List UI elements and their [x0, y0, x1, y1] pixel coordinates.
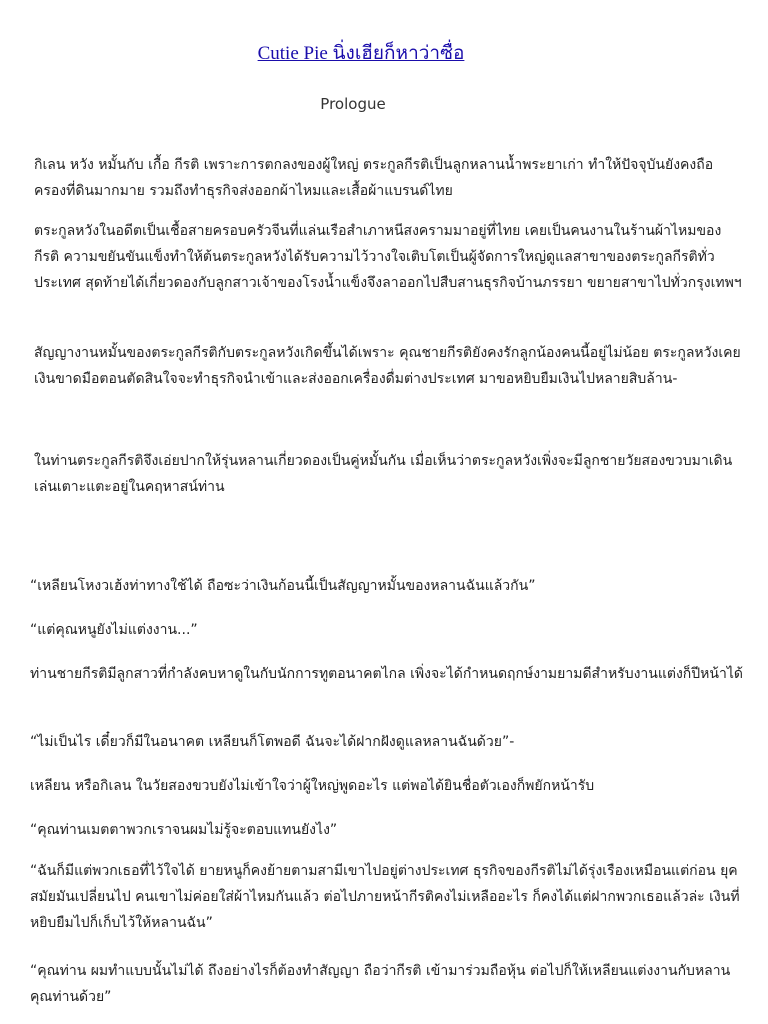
story-title-link[interactable]: Cutie Pie นิ่งเฮียก็หาว่าซื่อ: [257, 43, 465, 64]
dialogue-line: “เหลียนโหงวเฮ้งท่าทางใช้ได้ ถือซะว่าเงินก้อนนี้เป็นสัญญาหมั้นของหลานฉันแล้วกัน”: [30, 578, 536, 594]
paragraph: ตระกูลหวังในอดีตเป็นเชื้อสายครอบครัวจีนที่แล่นเรือสำเภาหนีสงครามมาอยู่ที่ไทย เคยเป็นคนงานในร้านผ้าไหมของกีรติ ความขยันขันแข็งทำให้ต้นตระกูลหวังได้รับความไว้วางใจเติบโตเป็นผู้จัดการใหญ่ดูแลสาขาของตระกูลกีรติทั่วประเทศ สุดท้ายได้เกี่ยวดองกับลูกสาวเจ้าของโรงน้ำแข็งจึงลาออกไปสืบสานธุรกิจบ้านภรรยา ขยายสาขาไปทั่วกรุงเทพฯ: [34, 223, 742, 291]
dialogue-line: “ฉันก็มีแต่พวกเธอที่ไว้ใจได้ ยายหนูก็คงย้ายตามสามีเขาไปอยู่ต่างประเทศ ธุรกิจของกีรติไม่ได้รุ่งเรืองเหมือนแต่ก่อน ยุคสมัยมันเปลี่ยนไป คนเขาไม่ค่อยใส่ผ้าไหมกันแล้ว ต่อไปภายหน้ากีรติคงไม่เหลืออะไร ก็คงได้แต่ฝากพวกเธอแล้วล่ะ เงินที่หยิบยืมไปก็เก็บไว้ให้หลานฉัน”: [30, 863, 740, 931]
paragraph: เหลียน หรือกิเลน ในวัยสองขวบยังไม่เข้าใจว่าผู้ใหญ่พูดอะไร แต่พอได้ยินชื่อตัวเองก็พยักหน้ารับ: [30, 778, 595, 794]
dialogue-line: “คุณท่านเมตตาพวกเราจนผมไม่รู้จะตอบแทนยังไง”: [30, 822, 338, 838]
paragraph: สัญญางานหมั้นของตระกูลกีรติกับตระกูลหวังเกิดขึ้นได้เพราะ คุณชายกีรติยังคงรักลูกน้องคนนี้อยู่ไม่น้อย ตระกูลหวังเคยเงินขาดมือตอนตัดสินใจจะทำธุรกิจนำเข้าและส่งออกเครื่องดื่มต่างประเทศ มาขอหยิบยืมเงินไปหลายสิบล้าน-: [34, 345, 741, 387]
story-title: [0, 38, 722, 68]
paragraph: กิเลน หวัง หมั้นกับ เกื้อ กีรติ เพราะการตกลงของผู้ใหญ่ ตระกูลกีรติเป็นลูกหลานน้ำพระยาเก่า ทำให้ปัจจุบันยังคงถือครองที่ดินมากมาย รวมถึงทำธุรกิจส่งออกผ้าไหมและเสื้อผ้าแบรนด์ไทย: [34, 157, 714, 199]
paragraph: ท่านชายกีรติมีลูกสาวที่กำลังคบหาดูในกับนักการทูตอนาคตไกล เพิ่งจะได้กำหนดฤกษ์งามยามดีสำหรับงานแต่งก็ปีหน้าได้: [30, 666, 743, 682]
chapter-subtitle: Prologue: [320, 95, 386, 113]
dialogue-line: “คุณท่าน ผมทำแบบนั้นไม่ได้ ถึงอย่างไรก็ต้องทำสัญญา ถือว่ากีรติ เข้ามาร่วมถือหุ้น ต่อไปก็ให้เหลียนแต่งงานกับหลานคุณท่านด้วย”: [30, 963, 731, 1005]
dialogue-line: “แต่คุณหนูยังไม่แต่งงาน...”: [30, 622, 198, 638]
paragraph: ในท่านตระกูลกีรติจึงเอ่ยปากให้รุ่นหลานเกี่ยวดองเป็นคู่หมั้นกัน เมื่อเห็นว่าตระกูลหวังเพิ่งจะมีลูกชายวัยสองขวบมาเดินเล่นเตาะแตะอยู่ในคฤหาสน์ท่าน: [34, 453, 733, 495]
dialogue-line: “ไม่เป็นไร เดี๋ยวก็มีในอนาคต เหลียนก็โตพอดี ฉันจะได้ฝากฝังดูแลหลานฉันด้วย”-: [30, 734, 515, 750]
